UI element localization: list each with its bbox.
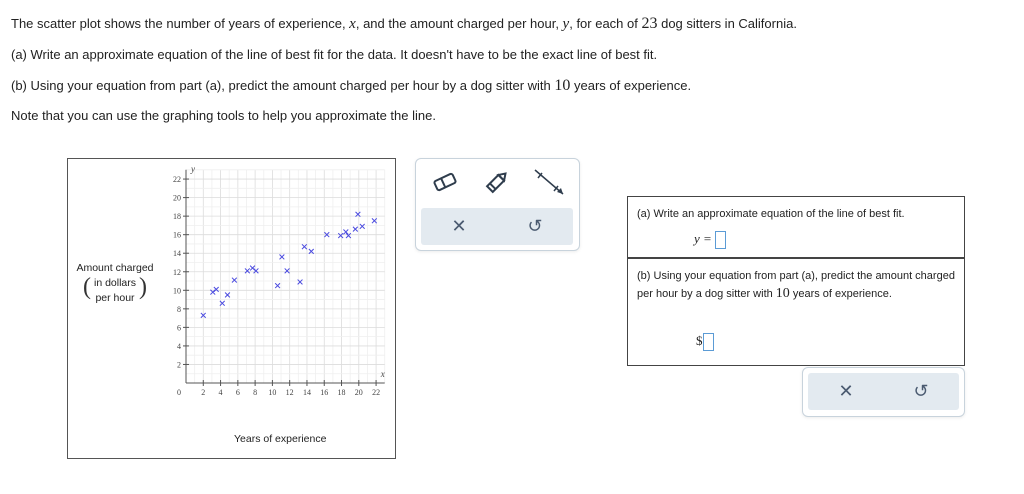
y-tick-label: 10 <box>173 286 181 296</box>
answer-action-bar <box>808 373 959 410</box>
answer-b-field <box>696 332 714 351</box>
y-variable-label: y <box>191 163 195 174</box>
undo-icon: ↺ <box>527 216 543 236</box>
question-note: Note that you can use the graphing tools to help you approximate the line. <box>11 108 436 123</box>
y-tick-label: 20 <box>173 193 181 203</box>
y-tick-label: 6 <box>177 323 181 333</box>
x-tick-label: 10 <box>268 388 277 397</box>
answer-a-input[interactable] <box>715 231 726 249</box>
dollar-sign: $ <box>696 333 703 348</box>
y-tick-label: 4 <box>177 341 181 351</box>
answer-box-a <box>627 196 965 258</box>
x-tick-label: 20 <box>354 388 363 397</box>
close-icon: ✕ <box>451 216 467 236</box>
answer-a-lhs: y = <box>694 231 712 246</box>
y-tick-label: 14 <box>173 249 181 259</box>
answer-b-prompt: (b) Using your equation from part (a), predict the amount charged per hour by a dog sitter with 10 years of experience. <box>637 270 955 301</box>
clear-graph-button[interactable] <box>421 208 497 245</box>
y-tick-label: 8 <box>177 304 181 314</box>
y-tick-label: 16 <box>173 230 181 240</box>
x-tick-label: 8 <box>253 388 258 397</box>
x-tick-label: 22 <box>372 388 381 397</box>
right-paren-icon: ) <box>139 274 147 300</box>
y-axis-label: Amount charged in dollars per hour <box>76 262 154 304</box>
scatter-plot-panel[interactable] <box>67 158 396 459</box>
y-tick-label: 18 <box>173 212 181 222</box>
answer-tools-panel <box>802 367 965 417</box>
line-tool-icon[interactable] <box>532 167 566 197</box>
question-part-b: (b) Using your equation from part (a), predict the amount charged per hour by a dog sitter with 10 years of experience. <box>11 77 692 94</box>
answer-box-b <box>627 258 965 366</box>
x-tick-label: 18 <box>337 388 346 397</box>
y-tick-label: 22 <box>173 175 181 185</box>
clear-answer-button[interactable] <box>808 373 884 410</box>
eraser-icon[interactable] <box>428 167 462 197</box>
x-tick-label: 16 <box>320 388 329 397</box>
answer-a-equation <box>694 230 726 249</box>
undo-answer-button[interactable] <box>883 373 959 410</box>
x-tick-label: 6 <box>235 388 240 397</box>
answer-a-prompt: (a) Write an approximate equation of the line of best fit. <box>637 208 905 220</box>
left-paren-icon: ( <box>83 274 91 300</box>
close-icon: ✕ <box>838 381 854 401</box>
pencil-icon[interactable] <box>480 167 514 197</box>
undo-graph-button[interactable] <box>497 208 573 245</box>
tools-action-bar <box>421 208 573 245</box>
answer-b-input[interactable] <box>703 333 714 351</box>
origin-label: 0 <box>177 388 181 397</box>
x-tick-label: 14 <box>302 388 311 397</box>
x-axis-label: Years of experience <box>234 433 327 445</box>
x-tick-label: 12 <box>285 388 294 397</box>
question-part-a: (a) Write an approximate equation of the line of best fit for the data. It doesn't have to be the exact line of best fit. <box>11 47 658 62</box>
graph-tools-panel <box>415 158 580 251</box>
y-tick-label: 12 <box>173 267 181 277</box>
undo-icon: ↺ <box>913 381 929 401</box>
y-tick-label: 2 <box>177 360 181 370</box>
question-intro: The scatter plot shows the number of years of experience, x, and the amount charged per hour, y, for each of 23 dog sitters in California. <box>11 15 797 32</box>
x-tick-label: 2 <box>201 388 206 397</box>
x-tick-label: 4 <box>218 388 223 397</box>
x-variable-label: x <box>380 369 385 379</box>
